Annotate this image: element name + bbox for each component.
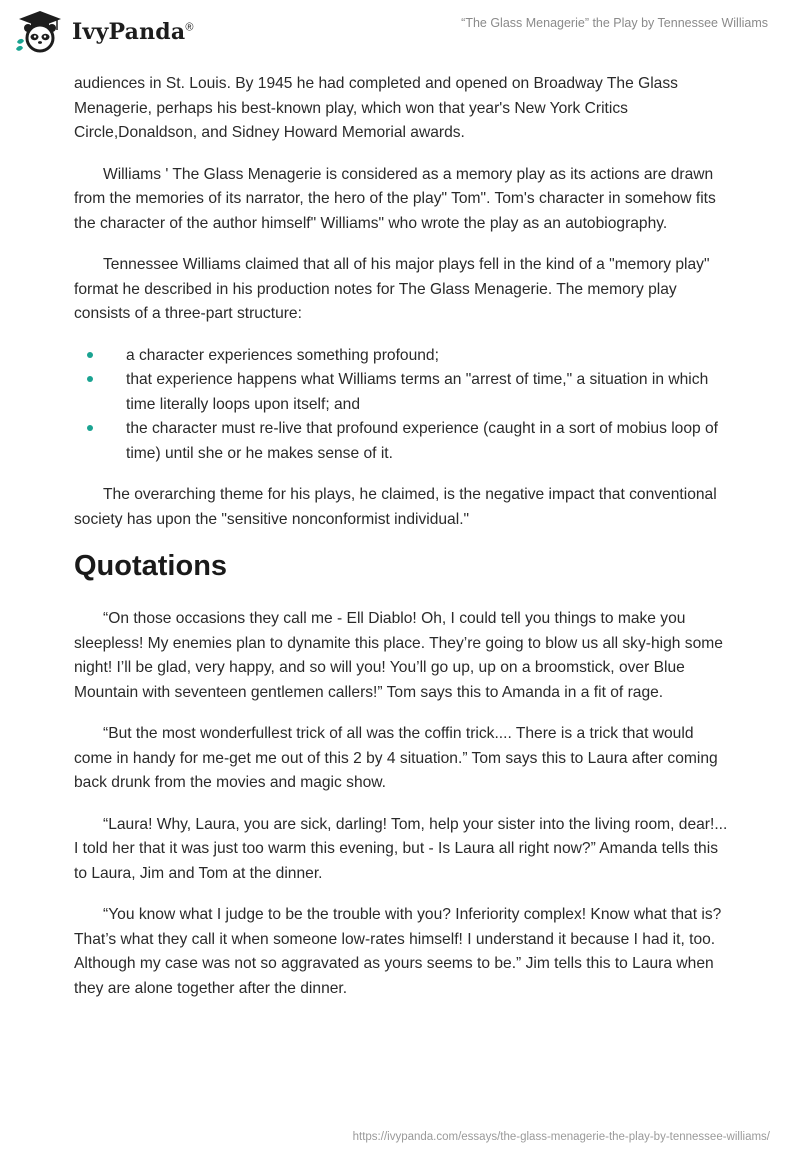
section-heading-quotations: Quotations (74, 550, 228, 582)
quotation-paragraph: “Laura! Why, Laura, you are sick, darling! Tom, help your sister into the living room, dear!... I told her that it was just too warm this evening, but - Is Laura all right now?” Amanda tells this to Laura, Jim and Tom at the dinner. (74, 815, 728, 882)
quotation-paragraph: “You know what I judge to be the trouble with you? Inferiority complex! Know what that is? That’s what they call it when someone low-rates himself! I understand it because I had it, too. Although my case was not so aggravated as yours seems to be.” Jim tells this to Laura when they are alone together after the dinner. (74, 906, 722, 997)
quotation-paragraph: “On those occasions they call me - Ell Diablo! Oh, I could tell you things to make you sleepless! My enemies plan to dynamite this place. They’re going to blow us all sky-high some night! I’ll be glad, very happy, and so will you! You’ll go up, up on a broomstick, over Blue Mountain with seventeen gentlemen callers!” Tom says this to Amanda in a fit of rage. (74, 610, 723, 701)
paragraph-theme: The overarching theme for his plays, he claimed, is the negative impact that conventional society has upon the "sensitive nonconformist individual." (74, 486, 717, 528)
paragraph-memory-play: Williams ' The Glass Menagerie is considered as a memory play as its actions are drawn from the memories of its narrator, the hero of the play" Tom". Tom's character in somehow fits the character of the author himself" Williams" who wrote the play as an autobiography. (74, 165, 716, 232)
list-item (74, 368, 734, 417)
list-item-text: a character experiences something profound; (126, 346, 439, 364)
bullet-icon (87, 376, 93, 382)
panda-graduate-icon (14, 8, 66, 56)
essay-body (74, 72, 734, 1018)
list-item-text: that experience happens what Williams terms an "arrest of time," a situation in which time literally loops upon itself; and (126, 371, 709, 413)
footer-url[interactable]: https://ivypanda.com/essays/the-glass-menagerie-the-play-by-tennessee-williams/ (352, 1131, 770, 1143)
list-item (74, 417, 734, 466)
list-item-text: the character must re-live that profound experience (caught in a sort of mobius loop of time) until she or he makes sense of it. (126, 420, 719, 462)
paragraph-structure: Tennessee Williams claimed that all of his major plays fell in the kind of a "memory play" format he described in his production notes for The Glass Menagerie. The memory play consists of a three-part structure: (74, 256, 710, 322)
registered-mark: ® (185, 21, 194, 34)
bullet-icon (87, 352, 93, 358)
page-header (0, 0, 800, 64)
structure-list (74, 344, 734, 467)
brand-logo[interactable] (14, 8, 194, 56)
list-item (74, 344, 734, 369)
brand-name: IvyPanda® (72, 19, 194, 45)
quotation-paragraph: “But the most wonderfullest trick of all was the coffin trick.... There is a trick that would come in handy for me-get me out of this 2 by 4 situation.” Tom says this to Laura after coming back drunk from the movies and magic show. (74, 725, 718, 791)
paragraph-continuation: audiences in St. Louis. By 1945 he had completed and opened on Broadway The Glass Menagerie, perhaps his best-known play, which won that year's New York Critics Circle,Donaldson, and Sidney Howard Memorial awards. (74, 75, 678, 141)
bullet-icon (87, 425, 93, 431)
document-title: “The Glass Menagerie” the Play by Tennessee Williams (461, 16, 768, 30)
